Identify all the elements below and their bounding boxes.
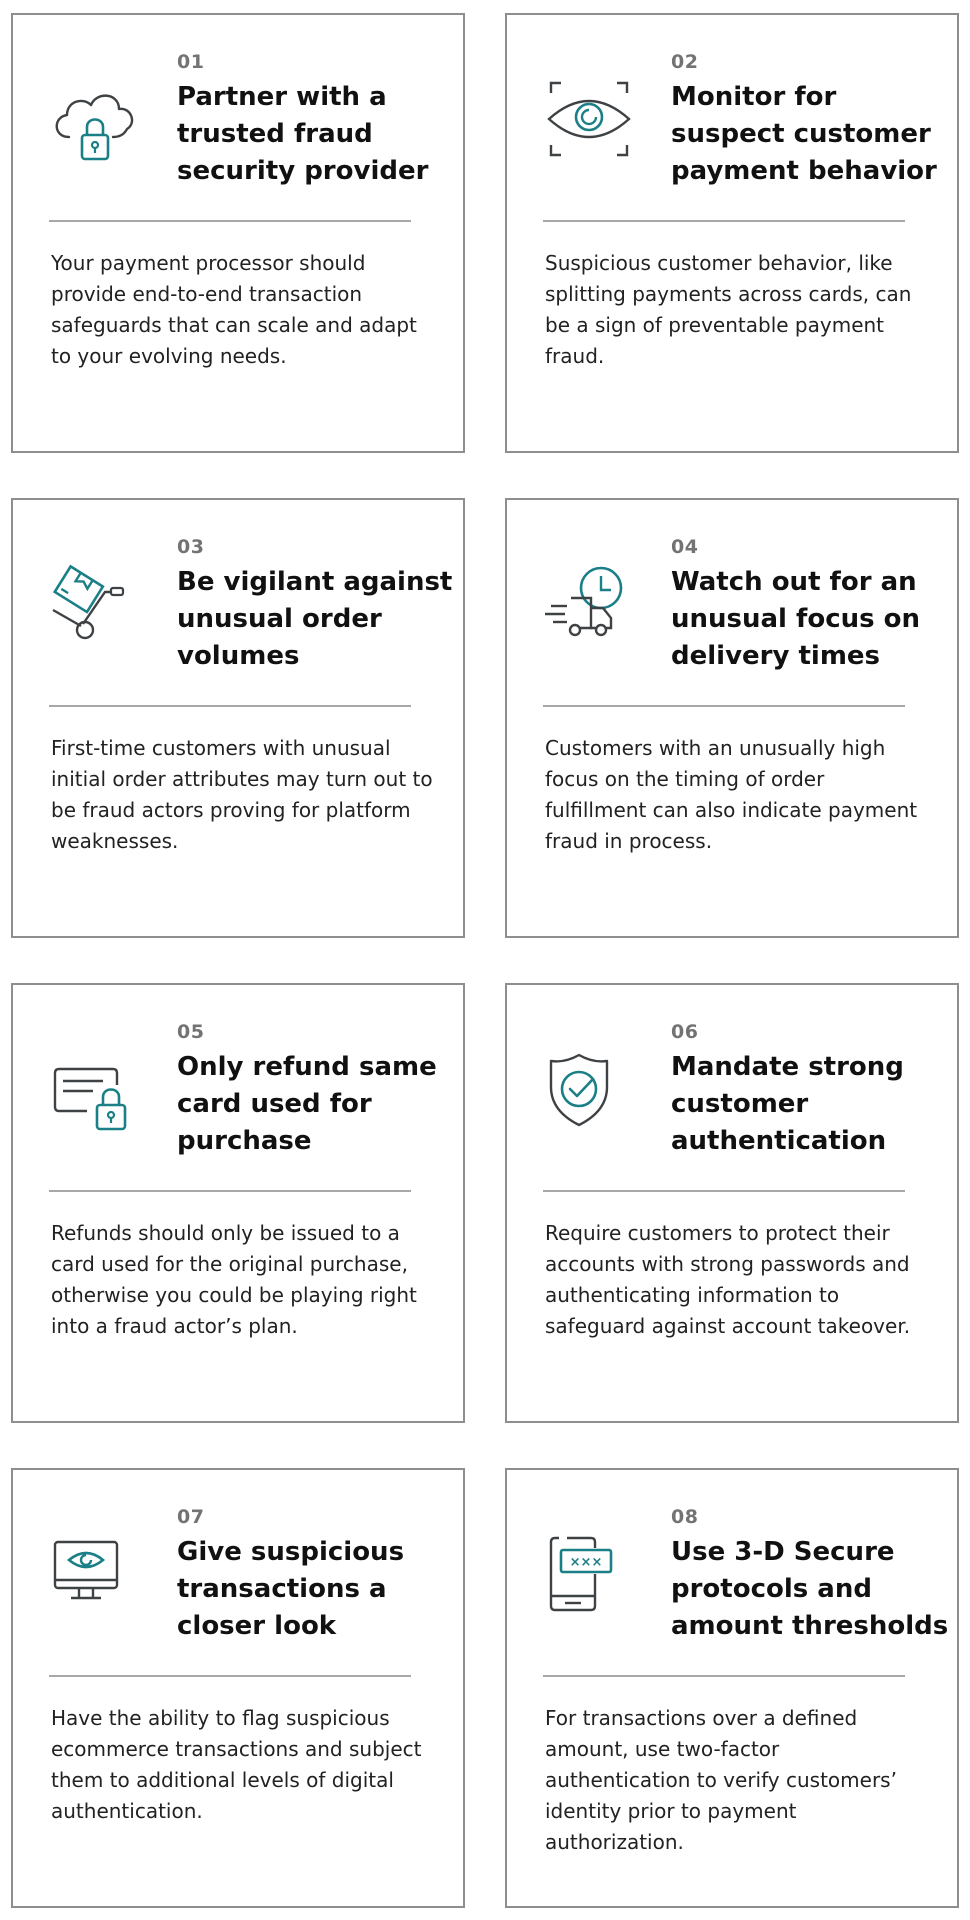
card-07 [11, 1468, 465, 1908]
card-body: Customers with an unusually high focus on the timing of order fulfillment can also indicate payment fraud in process. [545, 736, 918, 853]
divider [543, 1190, 905, 1192]
card-title: Monitor for suspect customer payment behavior [671, 82, 937, 186]
card-body: Refunds should only be issued to a card used for the original purchase, otherwise you could be playing right into a fraud actor’s plan. [51, 1221, 417, 1338]
delivery-truck-clock-icon [541, 564, 651, 664]
card-02 [505, 13, 959, 453]
card-number: 03 [177, 536, 205, 558]
divider [49, 220, 411, 222]
eye-scan-icon [541, 79, 651, 179]
divider [49, 705, 411, 707]
card-number: 07 [177, 1506, 205, 1528]
card-06 [505, 983, 959, 1423]
phone-password-icon [541, 1534, 651, 1634]
card-04 [505, 498, 959, 938]
card-body: First-time customers with unusual initial order attributes may turn out to be fraud actors proving for platform weaknesses. [51, 736, 433, 853]
card-title: Give suspicious transactions a closer look [177, 1537, 405, 1641]
card-title: Partner with a trusted fraud security provider [177, 82, 429, 186]
card-08 [505, 1468, 959, 1908]
card-number: 05 [177, 1021, 205, 1043]
card-title: Watch out for an unusual focus on delivery times [671, 567, 921, 671]
shield-check-icon [541, 1049, 651, 1149]
card-body: Require customers to protect their accounts with strong passwords and authenticating information to safeguard against account takeover. [545, 1221, 911, 1338]
card-title: Only refund same card used for purchase [177, 1052, 437, 1156]
hand-truck-box-icon [47, 564, 157, 664]
card-05 [11, 983, 465, 1423]
monitor-eye-icon [47, 1534, 157, 1634]
card-title: Be vigilant against unusual order volumes [177, 567, 453, 671]
cloud-lock-icon [47, 79, 157, 179]
card-number: 01 [177, 51, 205, 73]
card-number: 08 [671, 1506, 699, 1528]
card-01 [11, 13, 465, 453]
card-03 [11, 498, 465, 938]
divider [49, 1675, 411, 1677]
card-body: For transactions over a defined amount, use two-factor authentication to verify customers’ identity prior to payment authorization. [545, 1706, 897, 1854]
card-title: Mandate strong customer authentication [671, 1052, 904, 1156]
card-number: 02 [671, 51, 699, 73]
divider [49, 1190, 411, 1192]
card-body: Your payment processor should provide end-to-end transaction safeguards that can scale and adapt to your evolving needs. [51, 251, 417, 368]
card-number: 06 [671, 1021, 699, 1043]
card-body: Suspicious customer behavior, like splitting payments across cards, can be a sign of preventable payment fraud. [545, 251, 912, 368]
divider [543, 220, 905, 222]
card-lock-icon [47, 1049, 157, 1149]
card-number: 04 [671, 536, 699, 558]
divider [543, 705, 905, 707]
divider [543, 1675, 905, 1677]
card-title: Use 3-D Secure protocols and amount thresholds [671, 1537, 949, 1641]
card-body: Have the ability to flag suspicious ecommerce transactions and subject them to additional levels of digital authentication. [51, 1706, 422, 1823]
svg-text:×××: ××× [569, 1555, 603, 1570]
